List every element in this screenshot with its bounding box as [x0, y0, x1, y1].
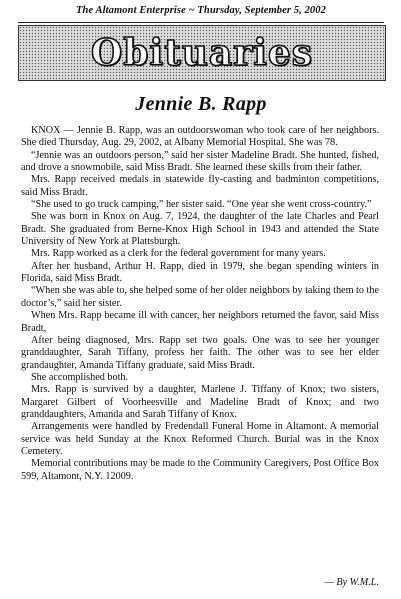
- paragraph-7: After her husband, Arthur H. Rapp, died in 1979, she began spending winters in Florida, said Miss Bradt.: [21, 260, 379, 285]
- paragraph-13: Arrangements were handled by Fredendall Funeral Home in Altamont. A memorial service was held Sunday at the Knox Reformed Church. Burial was in the Knox Cemetery.: [21, 421, 379, 457]
- paragraph-9: When Mrs. Rapp became ill with cancer, her neighbors returned the favor, said Miss Bradt,: [21, 310, 379, 334]
- section-banner-title: Obituaries: [90, 32, 314, 74]
- byline: — By W.M.L.: [324, 577, 379, 588]
- paragraph-14: Memorial contributions may be made to the Community Caregivers, Post Office Box 599, Altamont, N.Y. 12009.: [21, 458, 379, 482]
- obituary-headline: Jennie B. Rapp: [135, 93, 267, 115]
- paragraph-1: KNOX — Jennie B. Rapp, was an outdoorswoman who took care of her neighbors. She died Thursday, Aug. 29, 2002, at Albany Memorial Hospital. She was 78.: [21, 125, 379, 149]
- paragraph-3: Mrs. Rapp received medals in statewide fly-casting and badminton competitions, said Miss Bradt.: [21, 174, 379, 198]
- paragraph-4: “She used to go truck camping,” her sister said. “One year she went cross-country.”: [31, 199, 372, 211]
- masthead: The Altamont Enterprise ~ Thursday, September 5, 2002: [76, 5, 326, 16]
- paragraph-12: Mrs. Rapp is survived by a daughter, Marlene J. Tiffany of Knox; two sisters, Margaret Gilbert of Voorheesville and Madeline Bradt of Knox; and two granddaughters, Amanda and Sarah Tiffany of Knox.: [21, 384, 379, 420]
- obituary-body: [21, 125, 379, 483]
- paragraph-5: She was born in Knox on Aug. 7, 1924, the daughter of the late Charles and Pearl Bradt. She graduated from Berne-Knox High School in 1943 and attended the State University of New York at Plattsburgh.: [21, 211, 379, 248]
- section-banner: [18, 25, 386, 81]
- paragraph-11: She accomplished both.: [31, 371, 129, 383]
- paragraph-6: Mrs. Rapp worked as a clerk for the federal government for many years.: [31, 248, 326, 260]
- masthead-rule: [18, 22, 384, 23]
- paragraph-2: “Jennie was an outdoors person,” said her sister Madeline Bradt. She hunted, fished, and drove a snowmobile, said Miss Bradt. She learned these skills from their father.: [21, 149, 379, 174]
- paragraph-8: “When she was able to, she helped some of her older neighbors by taking them to the doctor’s,” said her sister.: [21, 285, 379, 309]
- paragraph-10: After being diagnosed, Mrs. Rapp set two goals. One was to see her younger granddaughter, Sarah Tiffany, profess her faith. The other was to see her elder grandaughter, Amanda Tiffany graduate, said Miss Bradt.: [21, 334, 379, 371]
